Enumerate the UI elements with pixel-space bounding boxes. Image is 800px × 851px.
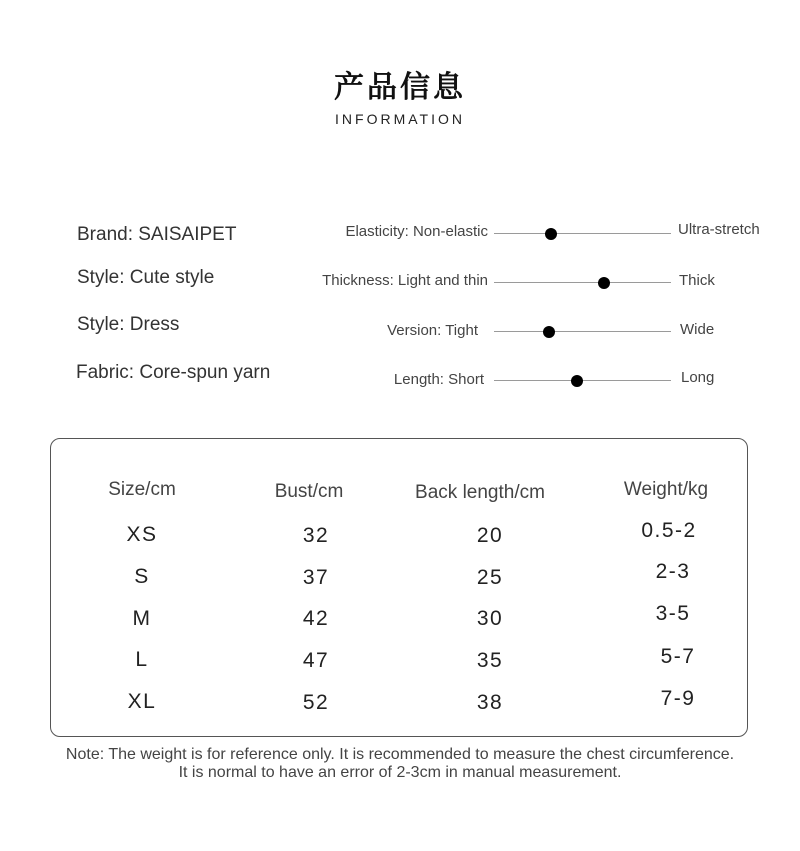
scale-elasticity-marker [545,228,557,240]
bust-header: Bust/cm [274,481,344,502]
scale-thickness-right-label: Thick [679,272,715,289]
table-cell-bust: 32 [302,524,330,547]
page-title: 产品信息 [334,70,466,105]
scale-length-marker [571,375,583,387]
back-length-header: Back length/cm [415,482,545,503]
footnote: Note: The weight is for reference only. It is recommended to measure the chest circumference. It is normal to have an error of 2-3cm in manual measurement. [65,746,735,781]
table-cell-back-length: 30 [476,607,504,630]
scale-version-track [494,331,671,332]
table-cell-size: XL [127,690,157,713]
table-cell-weight: 5-7 [660,645,696,668]
table-cell-weight: 0.5-2 [641,519,697,542]
attribute-style-dress: Style: Dress [77,314,180,335]
attribute-fabric: Fabric: Core-spun yarn [76,362,271,383]
table-cell-back-length: 38 [476,691,504,714]
table-cell-bust: 37 [302,566,330,589]
scale-version-right-label: Wide [680,321,715,338]
attribute-style-cute: Style: Cute style [77,267,215,288]
scale-thickness-left-label: Thickness: Light and thin [322,272,488,289]
page-subtitle: INFORMATION [335,111,465,127]
table-cell-size: S [134,565,150,588]
scale-thickness-marker [598,277,610,289]
scale-version-left-label: Version: Tight [387,322,478,339]
table-cell-back-length: 20 [476,524,504,547]
scale-elasticity-track [494,233,671,234]
scale-version-marker [543,326,555,338]
size-header: Size/cm [108,479,176,500]
scale-elasticity-right-label: Ultra-stretch [678,221,760,238]
scale-length-right-label: Long [681,369,715,386]
attribute-brand: Brand: SAISAIPET [77,224,237,245]
table-cell-weight: 7-9 [660,687,696,710]
table-cell-bust: 47 [302,649,330,672]
table-cell-bust: 52 [302,691,330,714]
table-cell-size: XS [126,523,158,546]
scale-thickness-track [494,282,671,283]
scale-elasticity-left-label: Elasticity: Non-elastic [345,223,488,240]
table-cell-weight: 2-3 [655,560,691,583]
table-cell-back-length: 35 [476,649,504,672]
table-cell-weight: 3-5 [655,602,691,625]
table-cell-bust: 42 [302,607,330,630]
table-cell-size: L [135,648,149,671]
scale-length-left-label: Length: Short [393,371,484,388]
table-cell-back-length: 25 [476,566,504,589]
weight-header: Weight/kg [623,479,709,500]
table-cell-size: M [132,607,152,630]
